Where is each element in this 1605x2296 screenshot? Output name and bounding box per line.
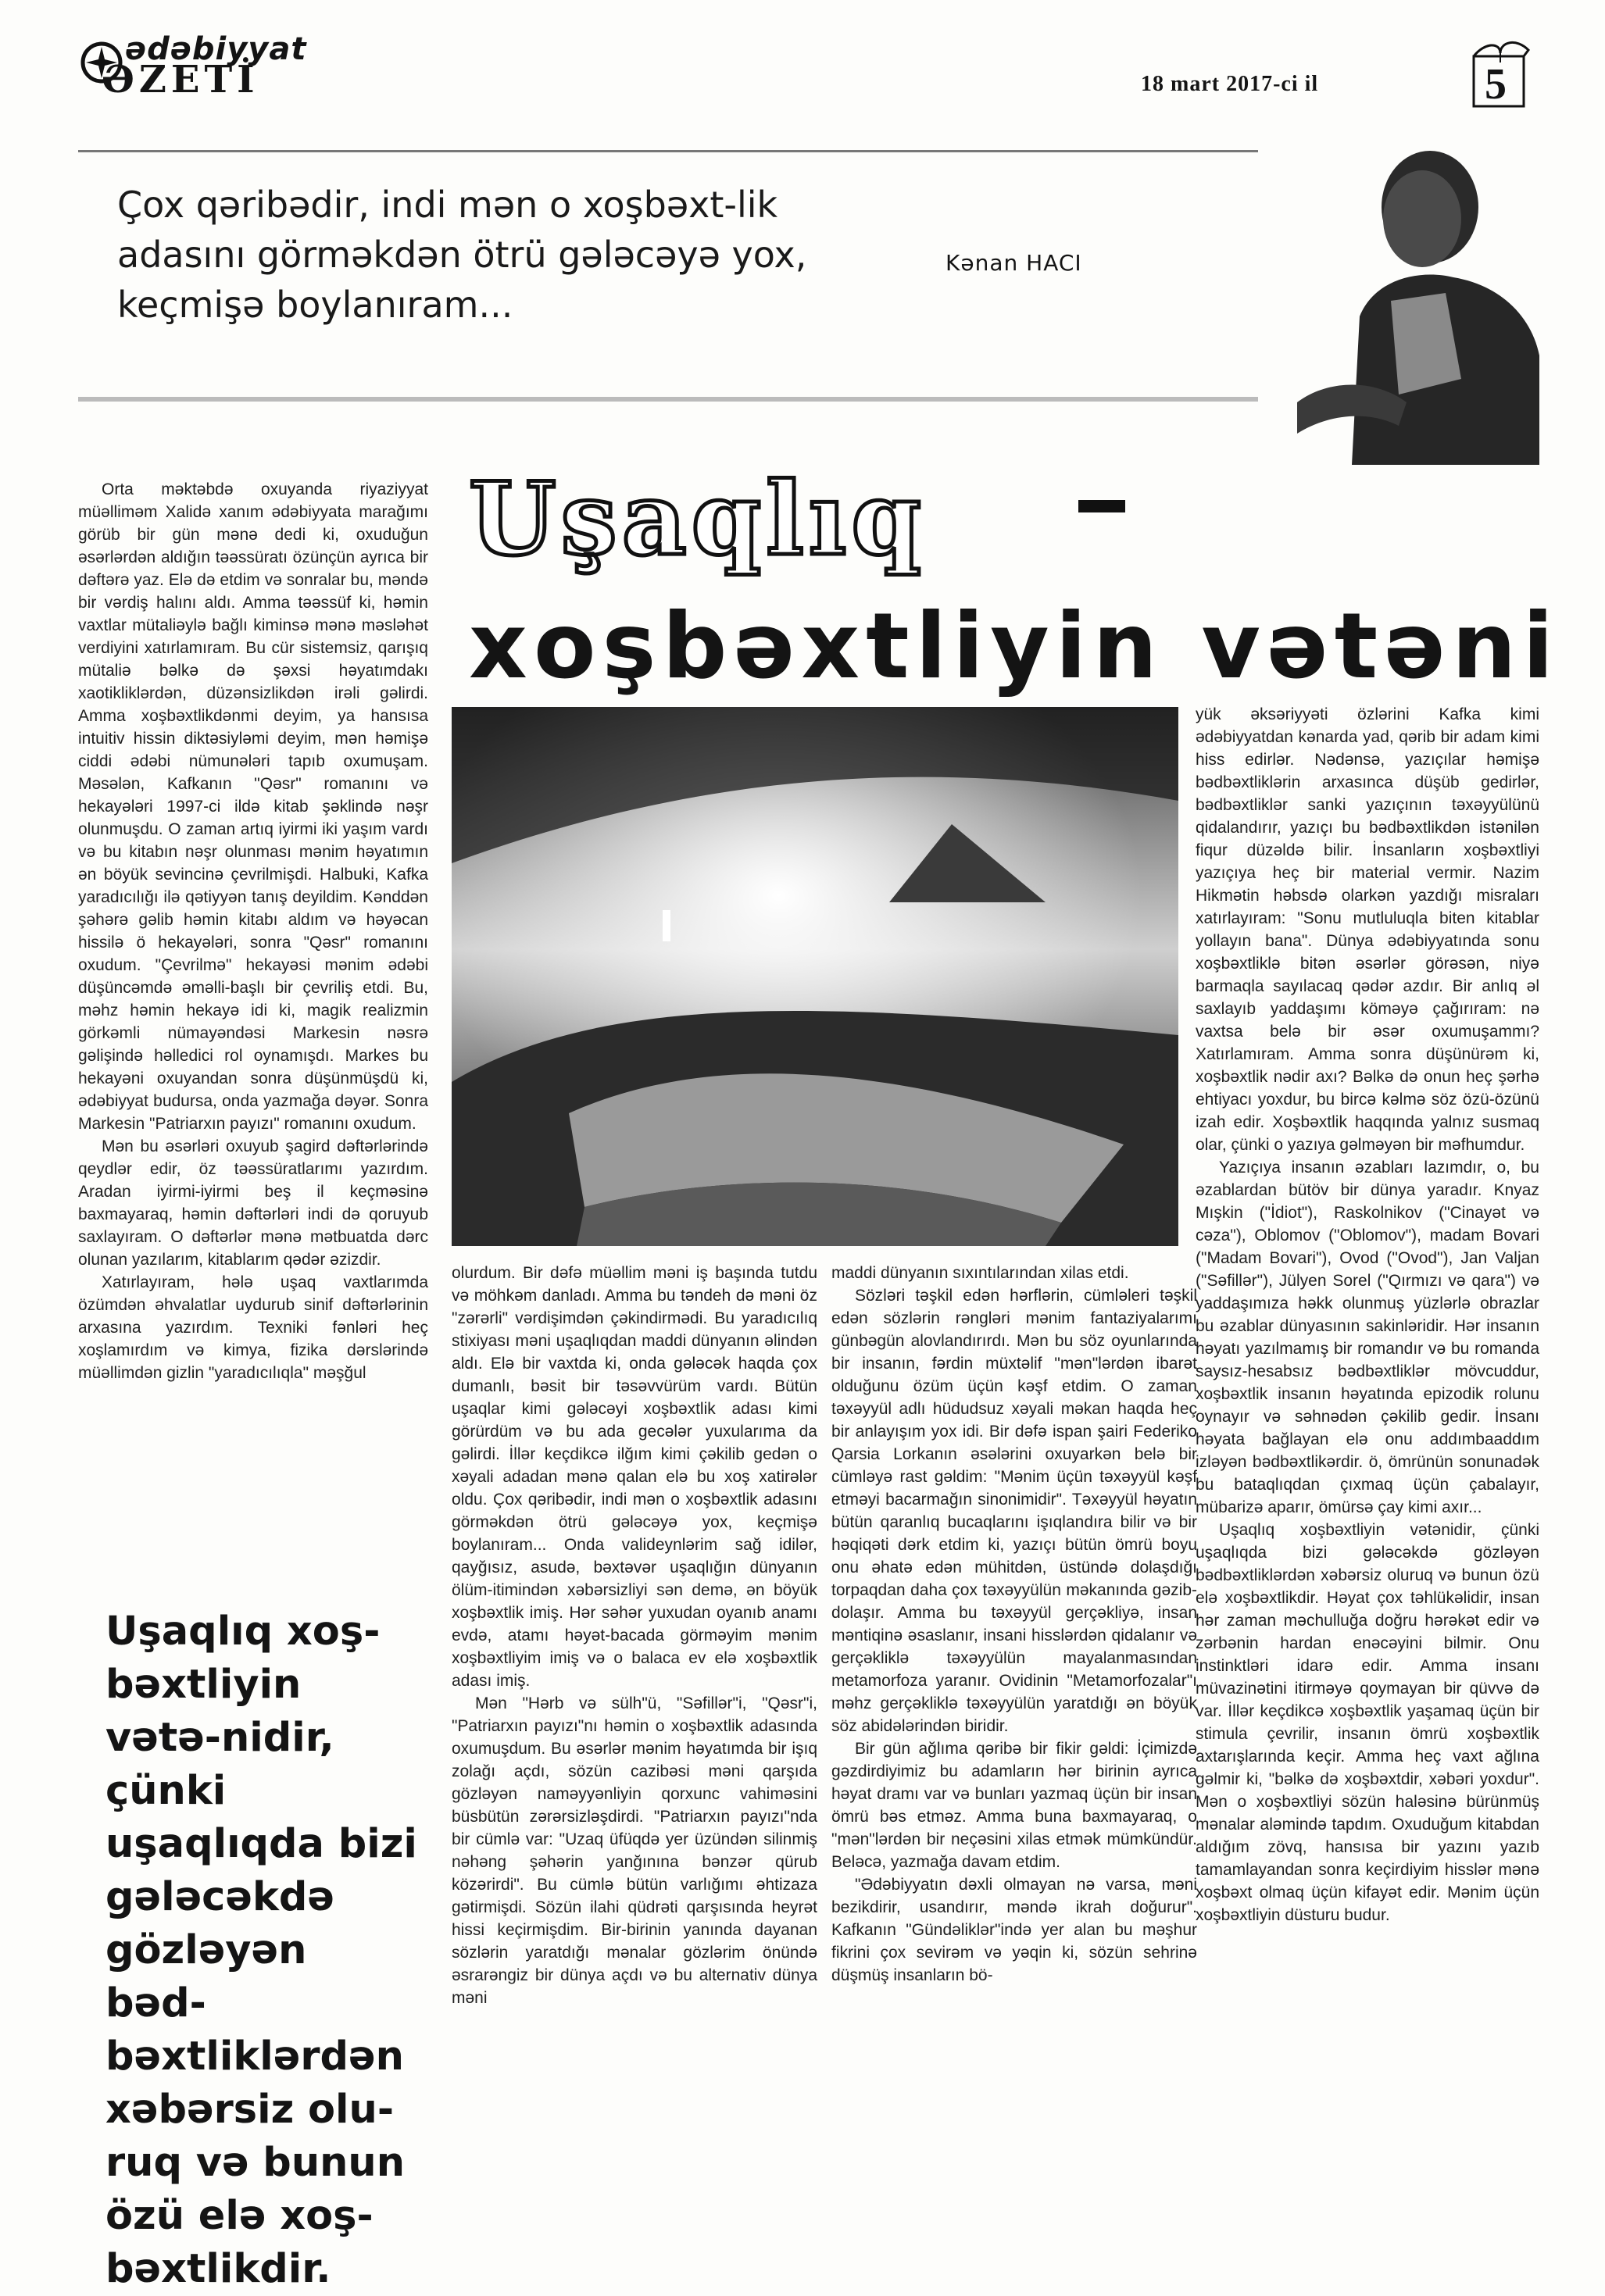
paragraph: Orta məktəbdə oxuyanda riyaziyyat müəlliməm Xalidə xanım ədəbiyyata marağımı görüb bir gün mənə dedi ki, oxuduğun əsərlərdən aldığın təəssüratı özünçün ayrıca bir dəftərə yaz. Elə də etdim və sonralar bu, məndə bir vərdiş halını aldı. Amma təəssüf ki, həmin vaxtlar mütaliəylə bağlı kiminsə mənə məsləhət verdiyini xatırlamıram. Bu cür sistemsiz, qarışıq mütaliə bəlkə də şəxsi həyatımdakı xaotikliklərdən, düzənsizlikdən irəli gəlirdi. Amma xoşbəxtlikdənmi deyim, ya hansısa intuitiv hissin diktəsiyləmi deyim, mən həmişə ciddi ədəbi nümunələri tapıb oxumuşam. Məsələn, Kafkanın "Qəsr" romanını və hekayələri 1997-ci ildə kitab şəklində nəşr olunmuşdu. O zaman artıq iyirmi iki yaşım vardı və bu kitabın nəşr olunması mənim həyatımın ən böyük sevincinə çevrilmişdi. Halbuki, Kafka yaradıcılığı ilə qətiyyən tanış deyildim. Kənddən şəhərə gəlib həmin kitabı aldım və həyəcan hissilə ö hekayələri, sonra "Qəsr" romanını oxudum. "Çevrilmə" hekayəsi mənim ədəbi düşüncəmdə əməlli-başlı bir çevriliş etdi. Bu, məhz həmin hekayə idi ki, magik realizmin görkəmli nümayəndəsi Markesin nəsrə gəlişində həlledici rol oynamışdı. Markes bu hekayəni oxuyandan sonra düşünmüşdü ki, ədəbiyyat budursa, onda yazmağa dəyər. Sonra Markesin "Patriarxın payızı" romanını oxudum. (78, 480, 428, 1133)
paragraph: Mən bu əsərləri oxuyub şagird dəftərlərində qeydlər edir, öz təəssüratlarımı yazırdım. Aradan iyirmi-iyirmi beş il keçməsinə baxmayaraq, həmin dəftərləri indi də qoruyub saxlayıram. O dəftərlər mənə mətbuatda dərc olunan yazılarım, kitablarım qədər əzizdir. (78, 1137, 428, 1269)
paragraph: Bir gün ağlıma qəribə bir fikir gəldi: İçimizdə gəzdirdiyimiz bu adamların hər birinin ayrıca həyat dramı var və bunları yazmaq üçün bir insan ömrü bəs etməz. Amma buna baxmayaraq, o "mən"lərdən bir neçəsini xilas etmək mümkündür. Beləcə, yazmağa davam etdim. (831, 1740, 1197, 1871)
pull-quote: Uşaqlıq xoş-bəxtliyin vətə-nidir, çünki uşaqlıqda bizi gələcəkdə gözləyən bəd-bəxtliklərdən xəbərsiz olu-ruq və bunun özü elə xoş-bəxtlikdir. (105, 1609, 417, 2292)
page-number: 5 (1485, 60, 1507, 109)
author-name: Kənan HACI (945, 250, 1082, 276)
issue-date: 18 mart 2017-ci il (1141, 72, 1319, 96)
paragraph: yük əksəriyyəti özlərini Kafka kimi ədəbiyyatdan kənarda yad, qərib bir adam kimi hiss edirlər. Nədənsə, yazıçılar həmişə bədbəxtliklərin arxasınca düşüb gedirlər, bədbəxtliklər sanki yazıçının təxəyyülünü qidalandırır, yazıçı bu bədbəxtlikdən istənilən fiqur düzəldə bilir. İnsanların xoşbəxtliyi yazıçıya heç bir material vermir. Nazim Hikmətin həbsdə olarkən yazdığı misraları xatırlayıram: "Sonu mutluluqla biten kitablar yollayın bana". Dünya ədəbiyyatında sonu xoşbəxtliklə bitən əsərlər görəsən, niyə barmaqla sayılacaq qədər azdır. Bir anlıq əl saxlayıb yaddaşımı köməyə çağırıram: nə vaxtsa belə bir əsər oxumuşammı? Xatırlamıram. Amma sonra düşünürəm ki, xoşbəxtlik nədir axı? Bəlkə də onun heç şərhə ehtiyacı yoxdur, bu bircə kəlmə söz özü-özünü izah edir. Xoşbəxtlik haqqında yalnız susmaq olar, çünki o yazıya gəlməyən bir məfhumdur. (1196, 705, 1539, 1154)
article-column-3 (831, 1262, 1197, 1987)
newspaper-logo (78, 31, 344, 102)
paragraph: olurdum. Bir dəfə müəllim məni iş başında tutdu və möhkəm danladı. Amma bu təndeh də məni öz "zərərli" vərdişimdən çəkindirmədi. Bu yaradıcılıq stixiyası məni uşaqlıqdan maddi dünyanın əlindən aldı. Elə bir vaxtda ki, onda gələcək haqda çox dumanlı, bəsit bir təsəvvürüm vardı. Bütün uşaqlar kimi gələcəyi xoşbəxtlik adası kimi görürdüm və bu ada gecələr yuxularıma da gəlirdi. İllər keçdikcə ilğım kimi çəkilib gedən o xəyali adadan mənə qalan elə bu xoş xatirələr oldu. Çox qəribədir, indi mən o xoşbəxtlik adasını görməkdən ötrü gələcəyə yox, keçmişə boylanıram... Onda valideynlərim sağ idilər, qayğısız, asudə, bəxtəvər uşaqlığın dünyanın ölüm-itimindən xəbərsizliyi sən demə, ən böyük xoşbəxtlik imiş. Hər səhər yuxudan oyanıb anamı evdə, atamı həyət-bacada görməyim mənim xoşbəxtliyim imiş və o balaca ev elə xoşbəxtlik adası imiş. (452, 1264, 817, 1690)
article-column-1 (78, 478, 428, 1384)
paragraph: Mən "Hərb və sülh"ü, "Səfillər"i, "Qəsr"i, "Patriarxın payızı"nı həmin o xoşbəxtlik adasında oxumuşdum. Bu əsərlər mənim həyatımda bir işıq zolağı açdı, sözün cazibəsi məni qarşıda gözləyən naməyyənliyin qorxunc vahiməsini büsbütün zərərsizləşdirdi. "Patriarxın payızı"nda bir cümlə var: "Uzaq üfüqdə yer üzündən silinmiş nəhəng şəhərin yanğınına bənzər qürub közərirdi". Bu cümlə bütün varlığımı əhtizaza gətirmişdi. Sözün ilahi qüdrəti qarşısında heyrət hissi keçirmişdim. Bir-birinin yanında dayanan sözlərin yaratdığı mənalar gözlərim önündə əsrarəngiz bir dünya açdı və bu alternativ dünya məni (452, 1694, 817, 2007)
header-rule (78, 150, 1258, 152)
paragraph: "Ədəbiyyatın dəxli olmayan nə varsa, məni bezikdirir, usandırır, məndə ikrah doğurur". Kafkanın "Gündəliklər"ində yer alan bu məşhur fikrini çox sevirəm və yəqin ki, sözün sehrinə düşmüş insanların bö- (831, 1876, 1197, 1984)
paragraph: Sözləri təşkil edən hərflərin, cümləleri təşkil edən sözlərin rəngləri mənim fantaziyalarımı günbəgün alovlandırırdı. Mən bu söz oyunlarında bir insanın, fərdin müxtəlif "mən"lərdən ibarət olduğunu özüm üçün kəşf etdim. O zaman təxəyyül adlı hüdudsuz xəyali məkan haqda heç bir anlayışım yox idi. Bir dəfə ispan şairi Federiko Qarsia Lorkanın əsələrini oxuyarkən belə bir cümləyə rast gəldim: "Mənim üçün təxəyyül kəşf etməyi bacarmağın sinonimidir". Təxəyyül həyatın bütün qaranlıq bucaqlarını işıqlandıra bilir və bir həqiqəti dərk etdim ki, yazıçı bütün ömrü boyu onu əhatə edən mühitdən, üstündə dolaşdığı torpaqdan daha çox təxəyyülün məkanında gəzib-dolaşır. Amma bu təxəyyül gerçəkliyə, insan məntiqinə əsaslanır, insani hisslərdən qidalanır və gerçəkliklə təxəyyülün mayalanmasından metamorfoza yaranır. Ovidinin "Metamorfozalar"ı məhz gerçəkliklə təxəyyülün yaratdığı ən böyük söz abidələrindən biridir. (831, 1287, 1197, 1735)
paragraph: maddi dünyanın sıxıntılarından xilas etdi. (831, 1264, 1129, 1282)
paragraph: Uşaqlıq xoşbəxtliyin vətənidir, çünki uşaqlıqda bizi gələcəkdə gözləyən bədbəxtliklərdən xəbərsiz oluruq və bunun özü elə xoşbəxtlikdir. Həyat çox təhlükəlidir, insan hər zaman məchulluğa doğru hərəkət edir və zərbənin hardan enəcəyini bilmir. Onu instinktləri idarə edir. Amma insanı müvazinətini itirməyə qoymayan bir qüvvə də var. İllər keçdikcə xoşbəxtlik yaşamaq üçün bir stimula çevrilir, insanın ömrü xoşbəxtlik axtarışlarında keçir. Amma heç vaxt ağlına gəlmir ki, "bəlkə də xoşbəxtdir, xəbəri yoxdur". Mən o xoşbəxtliyi sözün haləsinə bürünmüş mənalar aləmində tapdım. Oxuduğum kitabdan aldığım zövq, hansısa bir yazını yazıb tamamlayandan sonra keçirdiyim hisslər mənə xoşbəxt olmaq üçün kifayət edir. Mənim üçün xoşbəxtliyin düsturu budur. (1196, 1521, 1539, 1924)
logo-text-bottom: ƏZETİ (102, 58, 259, 102)
logo-text-top: ədəbiyyat (125, 31, 307, 67)
article-column-4 (1196, 703, 1539, 1926)
epigraph: Çox qəribədir, indi mən o xoşbəxt-lik adasını görməkdən ötrü gələcəyə yox, keçmişə boylanıram... (117, 184, 807, 326)
headline-dash (1078, 500, 1125, 512)
headline-line-1: Uşaqlıq (469, 461, 926, 578)
child-figure (663, 910, 670, 941)
epigraph-rule (78, 397, 1258, 402)
paragraph: Xatırlayıram, hələ uşaq vaxtlarımda özümdən əhvalatlar uydurub sinif dəftərlərinin arxasına yazırdım. Texniki fənləri heç xoşlamırdım və kimya, fizika dərslərində müəllimdən gizlin "yaradıcılıqla" məşğul (78, 1273, 428, 1382)
author-portrait (1281, 145, 1539, 465)
page-number-box (1469, 31, 1532, 109)
article-column-2 (452, 1262, 817, 2009)
paragraph: Yazıçıya insanın əzabları lazımdır, o, bu əzablardan bütöv bir dünya yaradır. Knyaz Mışkin ("İdiot"), Raskolnikov ("Cinayət və cəza"), Oblomov ("Oblomov"), madam Bovari ("Madam Bovari"), Ovod ("Ovod"), Jan Valjan ("Səfillər"), Jülyen Sorel ("Qırmızı və qara") və yaddaşımıza həkk olunmuş yüzlərlə obrazlar bu əzablar dünyasının sakinləridir. Hər insanın həyatı yazılmamış bir romandır və bu romanda saysız-hesabsız bədbəxtliklər mövcuddur, xoşbəxtlik insanın həyatında epizodik rolunu oynayır və səhnədən çəkilib gedir. İnsanı həyata bağlayan elə onu addımbaaddım izləyən bədbəxtlikərdir. ö, ömrünün sonunadək bu bataqlıqdan çıxmaq üçün çabalayır, mübarizə aparır, ömürsə çay kimi axır... (1196, 1159, 1539, 1516)
headline-line-2: xoşbəxtliyin vətəni (469, 594, 1560, 699)
illustration-photo (452, 707, 1178, 1246)
